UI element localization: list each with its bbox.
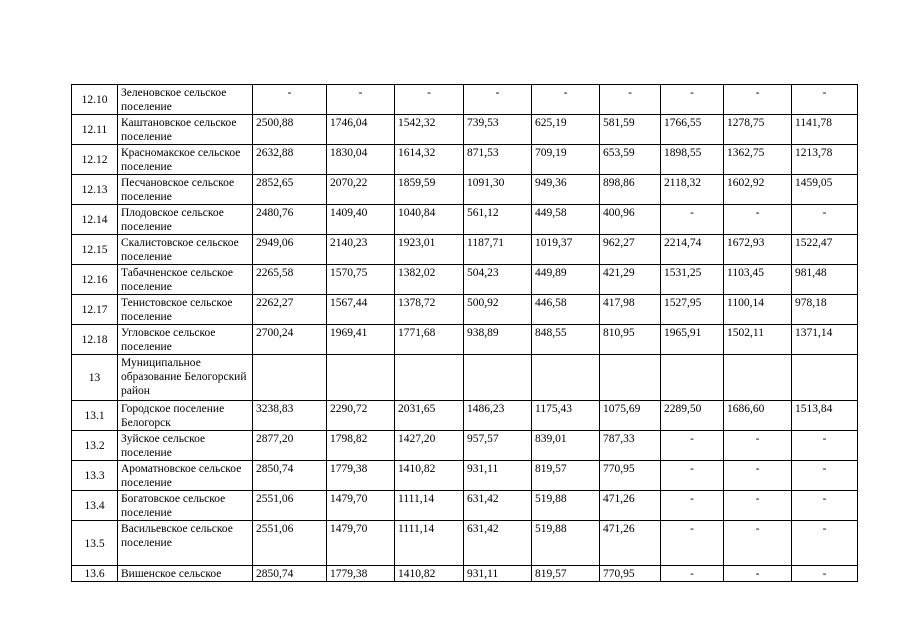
- row-number-cell: 12.17: [72, 295, 118, 325]
- value-cell-9: [792, 355, 858, 401]
- settlement-name-cell: Ароматновское сельское поселение: [118, 461, 253, 491]
- value-cell-3: 2031,65: [395, 401, 464, 431]
- value-cell-5: 519,88: [532, 491, 600, 521]
- value-cell-2: 1779,38: [327, 461, 395, 491]
- row-number-cell: 12.13: [72, 175, 118, 205]
- settlement-name-cell: Плодовское сельское поселение: [118, 205, 253, 235]
- value-cell-2: 1409,40: [327, 205, 395, 235]
- settlement-name-cell: Песчановское сельское поселение: [118, 175, 253, 205]
- row-number-cell: 13.2: [72, 431, 118, 461]
- value-cell-8: 1602,92: [724, 175, 792, 205]
- value-cell-9: -: [792, 85, 858, 115]
- settlement-name-cell: Каштановское сельское поселение: [118, 115, 253, 145]
- value-cell-1: 2850,74: [253, 461, 327, 491]
- value-cell-8: 1278,75: [724, 115, 792, 145]
- value-cell-5: 449,89: [532, 265, 600, 295]
- value-cell-8: 1362,75: [724, 145, 792, 175]
- value-cell-9: 1459,05: [792, 175, 858, 205]
- value-cell-6: 962,27: [600, 235, 661, 265]
- value-cell-9: -: [792, 431, 858, 461]
- value-cell-2: 1779,38: [327, 566, 395, 582]
- value-cell-5: 839,01: [532, 431, 600, 461]
- value-cell-8: -: [724, 521, 792, 566]
- row-number-cell: 13.5: [72, 521, 118, 566]
- value-cell-9: -: [792, 521, 858, 566]
- value-cell-5: 449,58: [532, 205, 600, 235]
- settlement-name-cell: Зеленовское сельское поселение: [118, 85, 253, 115]
- value-cell-6: -: [600, 85, 661, 115]
- value-cell-3: 1410,82: [395, 566, 464, 582]
- table-row: [72, 325, 858, 355]
- row-number-cell: 12.18: [72, 325, 118, 355]
- value-cell-6: 787,33: [600, 431, 661, 461]
- value-cell-6: 653,59: [600, 145, 661, 175]
- value-cell-4: 871,53: [464, 145, 532, 175]
- value-cell-7: 1531,25: [661, 265, 724, 295]
- value-cell-9: -: [792, 566, 858, 582]
- value-cell-2: 1479,70: [327, 491, 395, 521]
- value-cell-2: 1798,82: [327, 431, 395, 461]
- value-cell-5: -: [532, 85, 600, 115]
- value-cell-3: 1111,14: [395, 521, 464, 566]
- value-cell-9: -: [792, 461, 858, 491]
- value-cell-7: -: [661, 461, 724, 491]
- value-cell-2: 1479,70: [327, 521, 395, 566]
- value-cell-6: 471,26: [600, 491, 661, 521]
- value-cell-1: 2480,76: [253, 205, 327, 235]
- row-number-cell: 12.10: [72, 85, 118, 115]
- table-row: [72, 295, 858, 325]
- value-cell-9: -: [792, 491, 858, 521]
- value-cell-5: 709,19: [532, 145, 600, 175]
- value-cell-6: 898,86: [600, 175, 661, 205]
- value-cell-7: 2118,32: [661, 175, 724, 205]
- value-cell-5: 625,19: [532, 115, 600, 145]
- value-cell-4: 1187,71: [464, 235, 532, 265]
- value-cell-3: 1378,72: [395, 295, 464, 325]
- value-cell-9: 1513,84: [792, 401, 858, 431]
- value-cell-1: 2551,06: [253, 491, 327, 521]
- value-cell-6: 421,29: [600, 265, 661, 295]
- value-cell-3: 1923,01: [395, 235, 464, 265]
- row-number-cell: 13: [72, 355, 118, 401]
- table-body: [72, 85, 858, 582]
- settlement-name-cell: Вишенское сельское: [118, 566, 253, 582]
- value-cell-8: 1103,45: [724, 265, 792, 295]
- value-cell-5: 446,58: [532, 295, 600, 325]
- value-cell-3: -: [395, 85, 464, 115]
- value-cell-8: -: [724, 431, 792, 461]
- value-cell-4: 561,12: [464, 205, 532, 235]
- value-cell-7: -: [661, 566, 724, 582]
- table-row: [72, 175, 858, 205]
- value-cell-4: 739,53: [464, 115, 532, 145]
- value-cell-6: 417,98: [600, 295, 661, 325]
- value-cell-7: -: [661, 431, 724, 461]
- table-row: [72, 521, 858, 566]
- value-cell-5: 519,88: [532, 521, 600, 566]
- value-cell-7: 1766,55: [661, 115, 724, 145]
- value-cell-6: [600, 355, 661, 401]
- value-cell-4: 931,11: [464, 461, 532, 491]
- value-cell-9: 978,18: [792, 295, 858, 325]
- value-cell-3: 1542,32: [395, 115, 464, 145]
- tariff-table: [71, 84, 858, 582]
- value-cell-5: 819,57: [532, 461, 600, 491]
- value-cell-3: 1382,02: [395, 265, 464, 295]
- value-cell-6: 1075,69: [600, 401, 661, 431]
- value-cell-3: 1771,68: [395, 325, 464, 355]
- value-cell-1: 2949,06: [253, 235, 327, 265]
- value-cell-1: 2700,24: [253, 325, 327, 355]
- settlement-name-cell: Городское поселение Белогорск: [118, 401, 253, 431]
- table-row: [72, 401, 858, 431]
- table-row: [72, 355, 858, 401]
- table-row: [72, 265, 858, 295]
- table-row: [72, 145, 858, 175]
- value-cell-7: -: [661, 491, 724, 521]
- value-cell-2: [327, 355, 395, 401]
- value-cell-4: 931,11: [464, 566, 532, 582]
- value-cell-3: 1427,20: [395, 431, 464, 461]
- value-cell-1: 2850,74: [253, 566, 327, 582]
- value-cell-7: [661, 355, 724, 401]
- value-cell-3: [395, 355, 464, 401]
- value-cell-6: 770,95: [600, 461, 661, 491]
- value-cell-8: -: [724, 205, 792, 235]
- value-cell-4: [464, 355, 532, 401]
- value-cell-6: 400,96: [600, 205, 661, 235]
- table-row: [72, 431, 858, 461]
- table-row: [72, 566, 858, 582]
- settlement-name-cell: Васильевское сельское поселение: [118, 521, 253, 566]
- settlement-name-cell: Табачненское сельское поселение: [118, 265, 253, 295]
- table-row: [72, 235, 858, 265]
- value-cell-5: 1019,37: [532, 235, 600, 265]
- value-cell-4: 1091,30: [464, 175, 532, 205]
- row-number-cell: 13.4: [72, 491, 118, 521]
- value-cell-4: 938,89: [464, 325, 532, 355]
- settlement-name-cell: Скалистовское сельское поселение: [118, 235, 253, 265]
- value-cell-6: 471,26: [600, 521, 661, 566]
- value-cell-2: 1570,75: [327, 265, 395, 295]
- value-cell-3: 1040,84: [395, 205, 464, 235]
- table-row: [72, 491, 858, 521]
- value-cell-6: 770,95: [600, 566, 661, 582]
- value-cell-1: 2500,88: [253, 115, 327, 145]
- value-cell-7: 2289,50: [661, 401, 724, 431]
- value-cell-2: 1830,04: [327, 145, 395, 175]
- value-cell-9: -: [792, 205, 858, 235]
- value-cell-3: 1859,59: [395, 175, 464, 205]
- row-number-cell: 12.14: [72, 205, 118, 235]
- table-row: [72, 85, 858, 115]
- value-cell-5: [532, 355, 600, 401]
- value-cell-1: 2852,65: [253, 175, 327, 205]
- value-cell-1: 2551,06: [253, 521, 327, 566]
- value-cell-2: 2290,72: [327, 401, 395, 431]
- table-row: [72, 461, 858, 491]
- value-cell-2: 2070,22: [327, 175, 395, 205]
- value-cell-8: 1502,11: [724, 325, 792, 355]
- row-number-cell: 12.12: [72, 145, 118, 175]
- value-cell-2: 1969,41: [327, 325, 395, 355]
- value-cell-8: -: [724, 461, 792, 491]
- value-cell-2: -: [327, 85, 395, 115]
- value-cell-8: 1686,60: [724, 401, 792, 431]
- value-cell-9: 1371,14: [792, 325, 858, 355]
- value-cell-4: 631,42: [464, 491, 532, 521]
- value-cell-8: -: [724, 85, 792, 115]
- value-cell-7: -: [661, 85, 724, 115]
- value-cell-1: 2262,27: [253, 295, 327, 325]
- value-cell-8: -: [724, 566, 792, 582]
- settlement-name-cell: Зуйское сельское поселение: [118, 431, 253, 461]
- value-cell-1: -: [253, 85, 327, 115]
- value-cell-8: 1672,93: [724, 235, 792, 265]
- value-cell-4: 1486,23: [464, 401, 532, 431]
- value-cell-6: 581,59: [600, 115, 661, 145]
- settlement-name-cell: Тенистовское сельское поселение: [118, 295, 253, 325]
- value-cell-5: 848,55: [532, 325, 600, 355]
- value-cell-1: 2265,58: [253, 265, 327, 295]
- row-number-cell: 13.6: [72, 566, 118, 582]
- value-cell-4: -: [464, 85, 532, 115]
- value-cell-5: 819,57: [532, 566, 600, 582]
- value-cell-1: 2877,20: [253, 431, 327, 461]
- value-cell-6: 810,95: [600, 325, 661, 355]
- value-cell-2: 1746,04: [327, 115, 395, 145]
- value-cell-9: 1213,78: [792, 145, 858, 175]
- value-cell-9: 981,48: [792, 265, 858, 295]
- value-cell-4: 631,42: [464, 521, 532, 566]
- value-cell-9: 1141,78: [792, 115, 858, 145]
- value-cell-7: 1527,95: [661, 295, 724, 325]
- row-number-cell: 12.15: [72, 235, 118, 265]
- value-cell-2: 1567,44: [327, 295, 395, 325]
- value-cell-4: 504,23: [464, 265, 532, 295]
- value-cell-7: -: [661, 205, 724, 235]
- settlement-name-cell: Богатовское сельское поселение: [118, 491, 253, 521]
- value-cell-2: 2140,23: [327, 235, 395, 265]
- value-cell-7: 1965,91: [661, 325, 724, 355]
- table-row: [72, 205, 858, 235]
- value-cell-8: [724, 355, 792, 401]
- value-cell-1: 3238,83: [253, 401, 327, 431]
- row-number-cell: 12.11: [72, 115, 118, 145]
- value-cell-7: 1898,55: [661, 145, 724, 175]
- value-cell-3: 1614,32: [395, 145, 464, 175]
- value-cell-9: 1522,47: [792, 235, 858, 265]
- value-cell-3: 1111,14: [395, 491, 464, 521]
- settlement-name-cell: Угловское сельское поселение: [118, 325, 253, 355]
- value-cell-4: 500,92: [464, 295, 532, 325]
- value-cell-4: 957,57: [464, 431, 532, 461]
- value-cell-8: -: [724, 491, 792, 521]
- value-cell-3: 1410,82: [395, 461, 464, 491]
- value-cell-8: 1100,14: [724, 295, 792, 325]
- value-cell-5: 949,36: [532, 175, 600, 205]
- row-number-cell: 12.16: [72, 265, 118, 295]
- settlement-name-cell: Красномакское сельское поселение: [118, 145, 253, 175]
- value-cell-1: 2632,88: [253, 145, 327, 175]
- value-cell-7: 2214,74: [661, 235, 724, 265]
- table-row: [72, 115, 858, 145]
- row-number-cell: 13.1: [72, 401, 118, 431]
- value-cell-1: [253, 355, 327, 401]
- settlement-name-cell: Муниципальное образование Белогорский район: [118, 355, 253, 401]
- value-cell-5: 1175,43: [532, 401, 600, 431]
- value-cell-7: -: [661, 521, 724, 566]
- row-number-cell: 13.3: [72, 461, 118, 491]
